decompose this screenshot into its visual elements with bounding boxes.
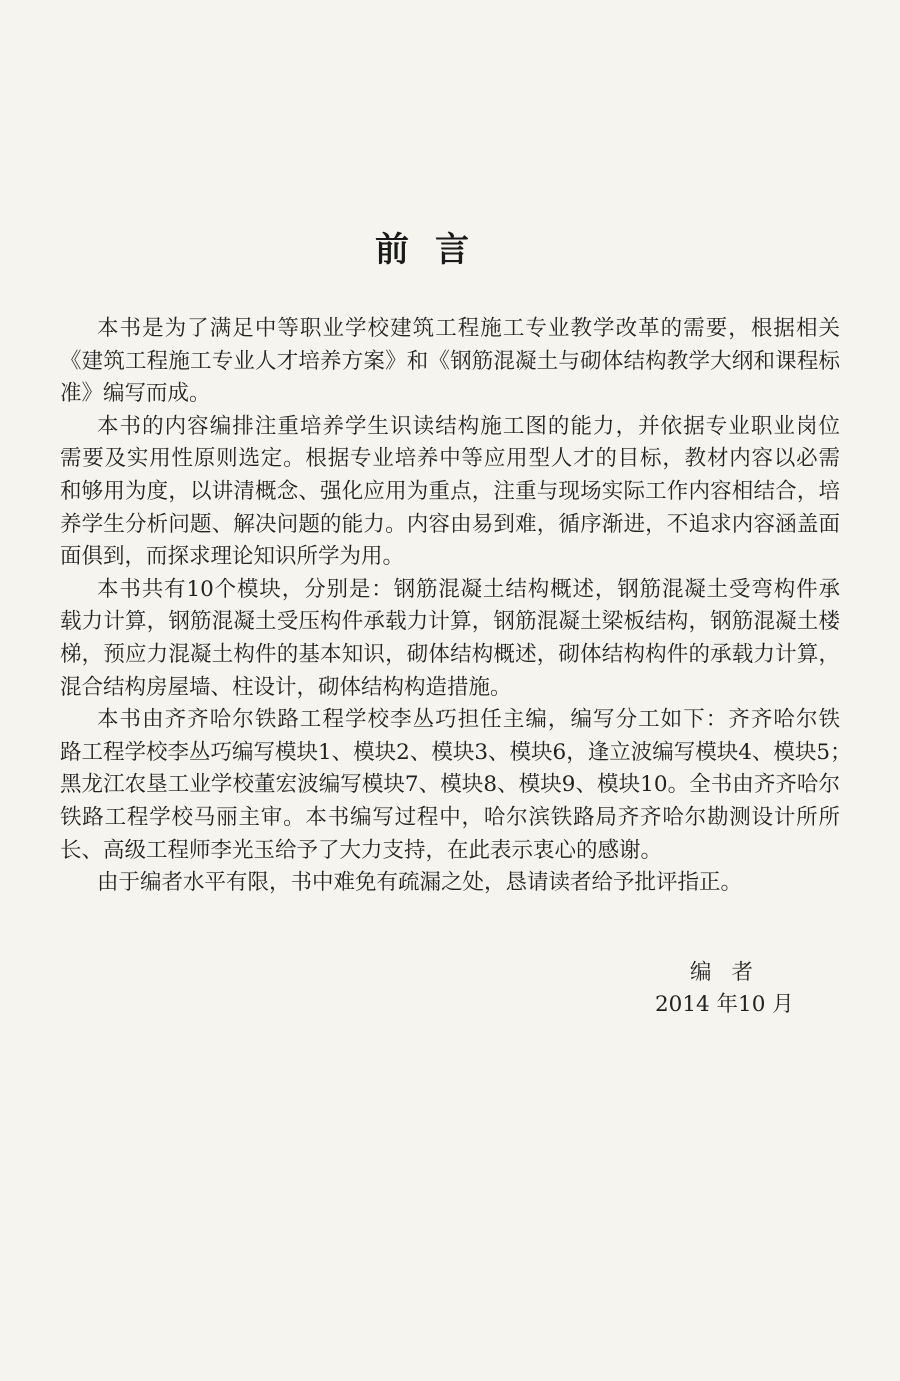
paragraph-line: 养学生分析问题、解决问题的能力。内容由易到难，循序渐进，不追求内容涵盖面: [60, 511, 840, 537]
paragraph-line: 准》编写而成。: [60, 381, 211, 407]
paragraph-line: 路工程学校李丛巧编写模块1、模块2、模块3、模块6，逢立波编写模块4、模块5；: [60, 739, 852, 765]
paragraph-line: 本书共有10个模块，分别是：钢筋混凝土结构概述，钢筋混凝土受弯构件承: [97, 576, 840, 602]
paragraph-line: 需要及实用性原则选定。根据专业培养中等应用型人才的目标，教材内容以必需: [60, 446, 840, 472]
paragraph-line: 铁路工程学校马丽主审。本书编写过程中，哈尔滨铁路局齐齐哈尔勘测设计所所: [60, 804, 840, 830]
paragraph-line: 面俱到，而探求理论知识所学为用。: [60, 544, 405, 570]
page-title: 前言: [375, 230, 495, 270]
paragraph-line: 本书的内容编排注重培养学生识读结构施工图的能力，并依据专业职业岗位: [97, 413, 840, 439]
author-signature: 编者: [690, 960, 774, 985]
paragraph-line: 《建筑工程施工专业人才培养方案》和《钢筋混凝土与砌体结构教学大纲和课程标: [60, 348, 840, 374]
preface-body: [60, 313, 852, 900]
paragraph-line: 本书是为了满足中等职业学校建筑工程施工专业教学改革的需要，根据相关: [97, 316, 840, 341]
date: 2014 年10 月: [655, 992, 794, 1017]
paragraph-line: 黑龙江农垦工业学校董宏波编写模块7、模块8、模块9、模块10。全书由齐齐哈尔: [60, 772, 840, 798]
paragraph-line: 载力计算，钢筋混凝土受压构件承载力计算，钢筋混凝土梁板结构，钢筋混凝土楼: [60, 609, 840, 635]
paragraph-line: 和够用为度，以讲清概念、强化应用为重点，注重与现场实际工作内容相结合，培: [60, 478, 840, 504]
paragraph-line: 长、高级工程师李光玉给予了大力支持，在此表示衷心的感谢。: [60, 837, 663, 863]
paragraph-line: 由于编者水平有限，书中难免有疏漏之处，恳请读者给予批评指正。: [97, 870, 743, 896]
paragraph-line: 混合结构房屋墙、柱设计，砌体结构构造措施。: [60, 674, 512, 700]
paragraph-line: 梯，预应力混凝土构件的基本知识，砌体结构概述，砌体结构构件的承载力计算，: [60, 641, 840, 667]
paragraph-line: 本书由齐齐哈尔铁路工程学校李丛巧担任主编，编写分工如下：齐齐哈尔铁: [97, 707, 840, 733]
